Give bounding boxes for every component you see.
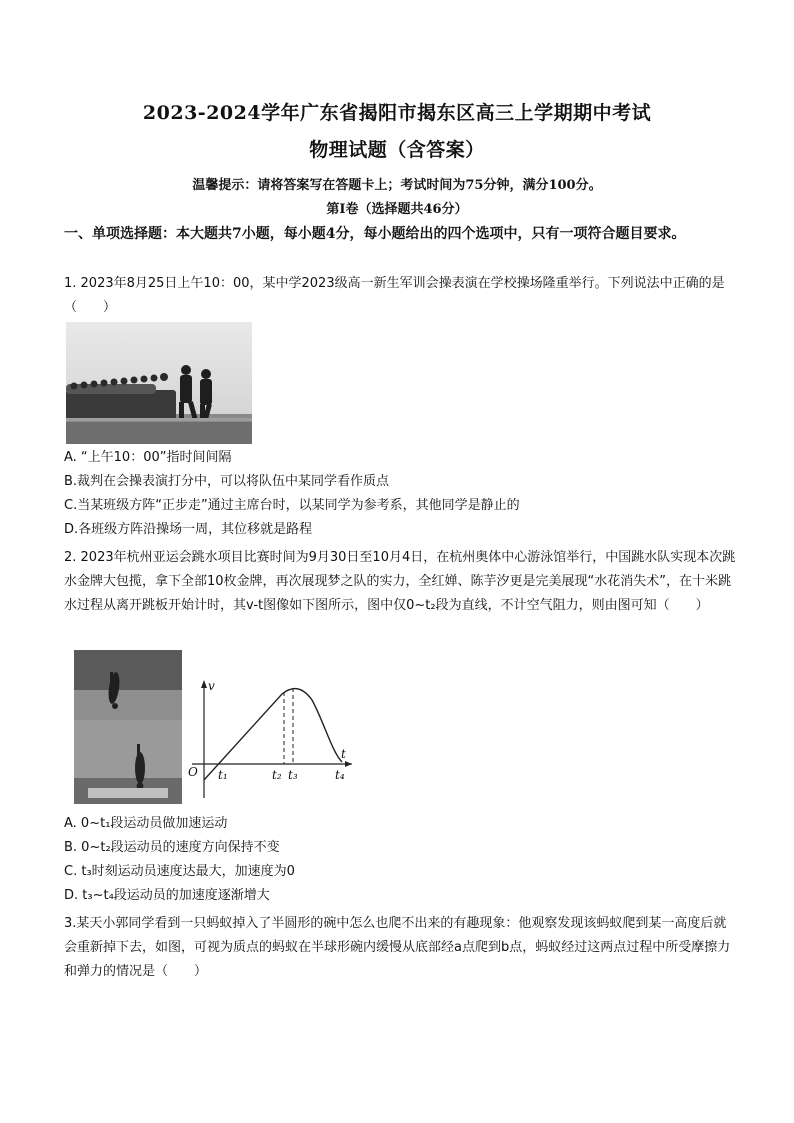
graph-origin-label: O: [188, 765, 198, 779]
question-1-option-d: D.各班级方阵沿操场一周，其位移就是路程: [64, 522, 313, 537]
exam-subtitle: 物理试题（含答案）: [309, 139, 485, 161]
section-heading: 一、单项选择题：本大题共7小题，每小题4分，每小题给出的四个选项中，只有一项符合题目要求。: [64, 226, 686, 242]
military-parade-photo: [66, 322, 252, 444]
question-2-figure: [64, 648, 355, 806]
volume-heading: 第Ⅰ卷（选择题共46分）: [326, 202, 468, 217]
question-1-stem: 1. 2023年8月25日上午10：00，某中学2023级高一新生军训会操表演在学校操场隆重举行。下列说法中正确的是（ ）: [64, 276, 725, 315]
graph-tick-t4: t₄: [335, 768, 345, 782]
velocity-curve: [204, 689, 342, 780]
question-2-option-b: B. 0~t₂段运动员的速度方向保持不变: [64, 840, 280, 855]
graph-tick-t2: t₂: [272, 768, 282, 782]
exam-notice: 温馨提示：请将答案写在答题卡上；考试时间为75分钟，满分100分。: [192, 178, 602, 193]
question-1-option-c: C.当某班级方阵“正步走”通过主席台时，以某同学为参考系，其他同学是静止的: [64, 498, 520, 513]
v-t-graph: [182, 648, 355, 806]
graph-x-label: t: [341, 747, 346, 761]
graph-y-label: v: [208, 679, 215, 693]
graph-tick-t3: t₃: [288, 768, 298, 782]
question-2-option-c: C. t₃时刻运动员速度达最大，加速度为0: [64, 864, 295, 879]
question-2-option-d: D. t₃~t₄段运动员的加速度逐渐增大: [64, 888, 270, 903]
exam-title: 2023-2024学年广东省揭阳市揭东区高三上学期期中考试: [142, 102, 652, 124]
question-2-stem: 2. 2023年杭州亚运会跳水项目比赛时间为9月30日至10月4日，在杭州奥体中心游泳馆举行，中国跳水队实现本次跳水金牌大包揽，拿下全部10枚金牌，再次展现梦之队的实力，全红婵、陈芋汐更是完美展现“水花消失术”，在十米跳水过程从离开跳板开始计时，其v-t图像如下图所示，图中仅0~t₂段为直线，不计空气阻力，则由图可知（ ）: [64, 550, 736, 613]
question-2-option-a: A. 0~t₁段运动员做加速运动: [64, 816, 228, 831]
graph-tick-t1: t₁: [218, 768, 228, 782]
question-1-option-b: B.裁判在会操表演打分中，可以将队伍中某同学看作质点: [64, 474, 390, 489]
question-3-stem: 3.某天小郭同学看到一只蚂蚁掉入了半圆形的碗中怎么也爬不出来的有趣现象：他观察发现该蚂蚁爬到某一高度后就会重新掉下去，如图，可视为质点的蚂蚁在半球形碗内缓慢从底部经a点爬到b点，蚂蚁经过这两点过程中所受摩擦力和弹力的情况是（ ）: [64, 916, 731, 979]
diver-photo: [74, 650, 182, 804]
question-1-option-a: A. “上午10：00”指时间间隔: [64, 450, 232, 465]
